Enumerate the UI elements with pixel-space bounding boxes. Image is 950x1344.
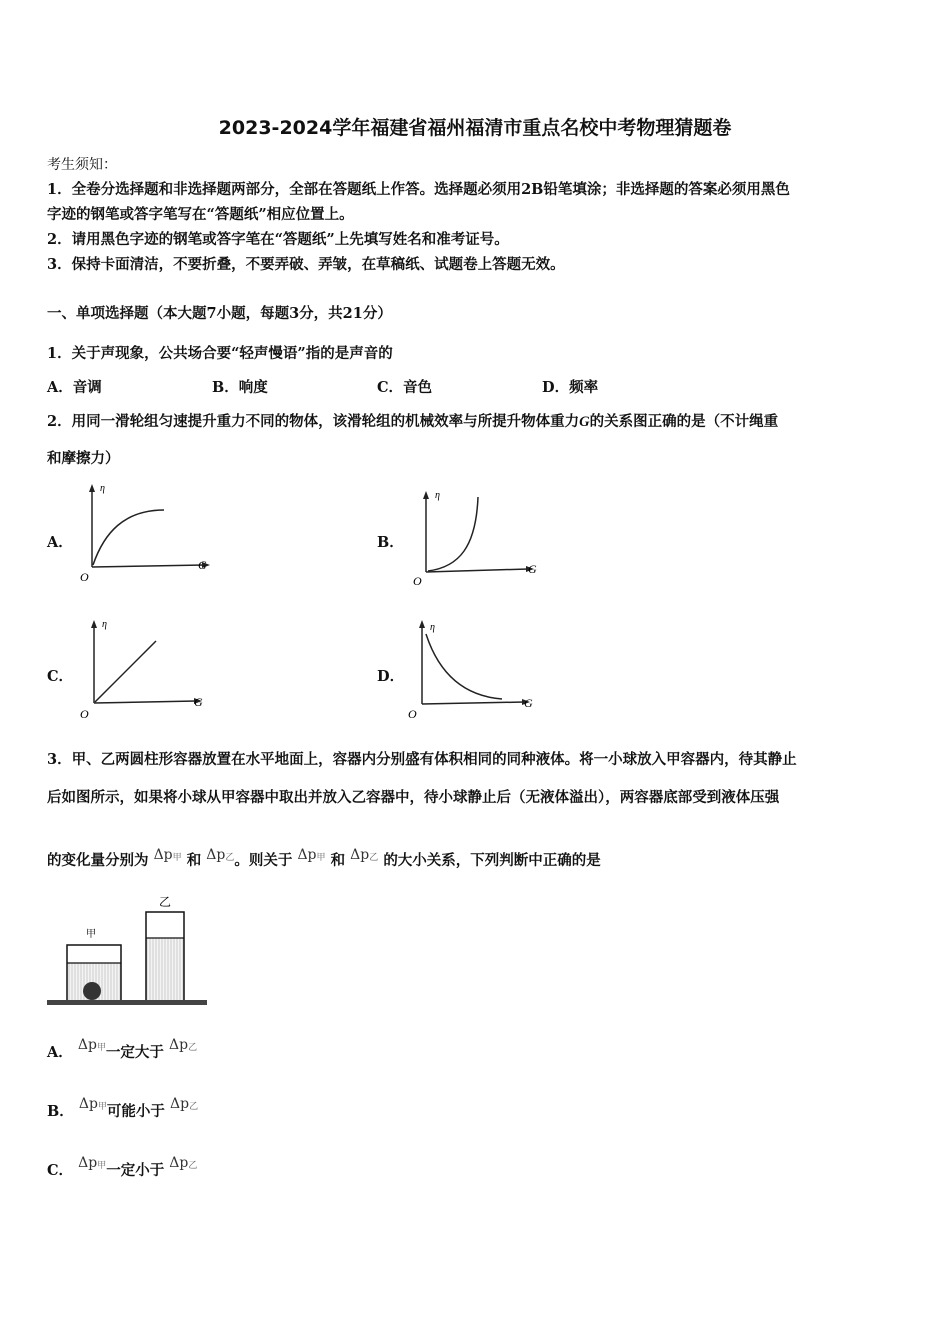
q3-text-d: 和 xyxy=(330,852,346,869)
graph-c-line xyxy=(95,641,156,702)
graph-a-curve xyxy=(93,510,164,565)
graph-b-x-label: G xyxy=(528,562,537,576)
option-c-dp-jia: Δp甲 xyxy=(78,1155,107,1171)
graph-c-y-label: η xyxy=(102,619,107,630)
graph-d xyxy=(404,614,549,720)
question-2-stem-line-1 xyxy=(47,410,778,431)
section-heading: 一、单项选择题（本大题7小题，每题3分，共21分） xyxy=(47,305,392,322)
question-2-stem-end: 的关系图正确的是（不计绳重 xyxy=(589,413,779,430)
notice-item-1-line-2: 字迹的钢笔或答字笔写在“答题纸”相应位置上。 xyxy=(47,206,354,223)
graph-d-y-label: η xyxy=(430,622,435,633)
graph-b xyxy=(404,485,549,591)
question-3-stem-line-3 xyxy=(47,840,601,876)
graph-b-origin: O xyxy=(413,574,422,588)
notice-item-3: 3．保持卡面清洁，不要折叠，不要弄破、弄皱，在草稿纸、试题卷上答题无效。 xyxy=(47,256,565,273)
graph-b-curve xyxy=(428,497,478,571)
graph-a-x-label: G xyxy=(198,558,207,572)
graph-c xyxy=(74,614,219,720)
question-2-stem-text: 2．用同一滑轮组匀速提升重力不同的物体，该滑轮组的机械效率与所提升物体重力 xyxy=(47,413,580,430)
jia-label: 甲 xyxy=(86,929,96,940)
graph-a-y-label: η xyxy=(100,483,105,494)
graph-c-x-label: G xyxy=(194,695,203,709)
dp-jia-2: Δp甲 xyxy=(297,847,326,863)
dp-yi-2: Δp乙 xyxy=(350,847,379,863)
ball xyxy=(83,982,101,1000)
graph-a-origin: O xyxy=(80,570,89,584)
question-3-stem-line-1: 3．甲、乙两圆柱形容器放置在水平地面上，容器内分别盛有体积相同的同种液体。将一小球放入甲容器内，待其静止 xyxy=(47,751,797,768)
q3-text-b: 和 xyxy=(186,852,202,869)
dp-jia-1: Δp甲 xyxy=(153,847,182,863)
graph-d-origin: O xyxy=(408,707,417,720)
notice-item-2: 2．请用黑色字迹的钢笔或答字笔在“答题纸”上先填写姓名和准考证号。 xyxy=(47,231,509,248)
question-2-option-b[interactable]: B． xyxy=(377,534,404,551)
question-3-stem-line-2: 后如图所示，如果将小球从甲容器中取出并放入乙容器中，待小球静止后（无液体溢出），两容器底部受到液体压强 xyxy=(47,789,780,806)
page-title: 2023-2024学年福建省福州福清市重点名校中考物理猜题卷 xyxy=(218,117,732,139)
graph-b-y-label: η xyxy=(435,490,440,501)
option-b-dp-jia: Δp甲 xyxy=(78,1096,107,1112)
graph-a xyxy=(74,478,219,584)
question-2-option-c[interactable]: C． xyxy=(47,668,74,685)
question-1-option-b[interactable]: B．响度 xyxy=(212,379,268,396)
question-1-option-d[interactable]: D．频率 xyxy=(542,379,599,396)
notice-item-1-line-1: 1．全卷分选择题和非选择题两部分，全部在答题纸上作答。选择题必须用2B铅笔填涂；非选择题的答案必须用黑色 xyxy=(47,181,790,198)
q3-text-c: 。则关于 xyxy=(234,852,293,869)
ground xyxy=(47,1000,207,1005)
question-3-option-a[interactable]: A． Δp甲一定大于 Δp乙 xyxy=(47,1037,198,1061)
yi-label: 乙 xyxy=(159,895,172,909)
question-2-stem-line-2: 和摩擦力） xyxy=(47,450,120,467)
question-1-stem: 1．关于声现象，公共场合要“轻声慢语”指的是声音的 xyxy=(47,345,393,362)
graph-d-curve xyxy=(426,634,502,699)
dp-yi-1: Δp乙 xyxy=(206,847,235,863)
graph-c-origin: O xyxy=(80,707,89,720)
graph-d-x-label: G xyxy=(524,696,533,710)
option-c-dp-yi: Δp乙 xyxy=(169,1155,198,1171)
question-2-option-a[interactable]: A． xyxy=(47,534,73,551)
q3-text-a: 的变化量分别为 xyxy=(47,852,149,869)
option-b-dp-yi: Δp乙 xyxy=(169,1096,199,1112)
containers-figure xyxy=(44,890,214,1012)
question-1-option-a[interactable]: A．音调 xyxy=(47,379,102,396)
question-3-option-c[interactable]: C． Δp甲一定小于 Δp乙 xyxy=(47,1155,198,1179)
question-1-option-c[interactable]: C．音色 xyxy=(377,379,433,396)
question-2-var-g: G xyxy=(579,414,590,430)
option-a-dp-jia: Δp甲 xyxy=(77,1037,106,1053)
question-2-option-d[interactable]: D． xyxy=(377,668,405,685)
question-3-option-b[interactable]: B． Δp甲可能小于 Δp乙 xyxy=(47,1096,199,1120)
notice-heading: 考生须知： xyxy=(47,157,117,173)
yi-liquid xyxy=(146,938,184,1001)
q3-text-e: 的大小关系，下列判断中正确的是 xyxy=(383,852,601,869)
option-a-dp-yi: Δp乙 xyxy=(168,1037,198,1053)
